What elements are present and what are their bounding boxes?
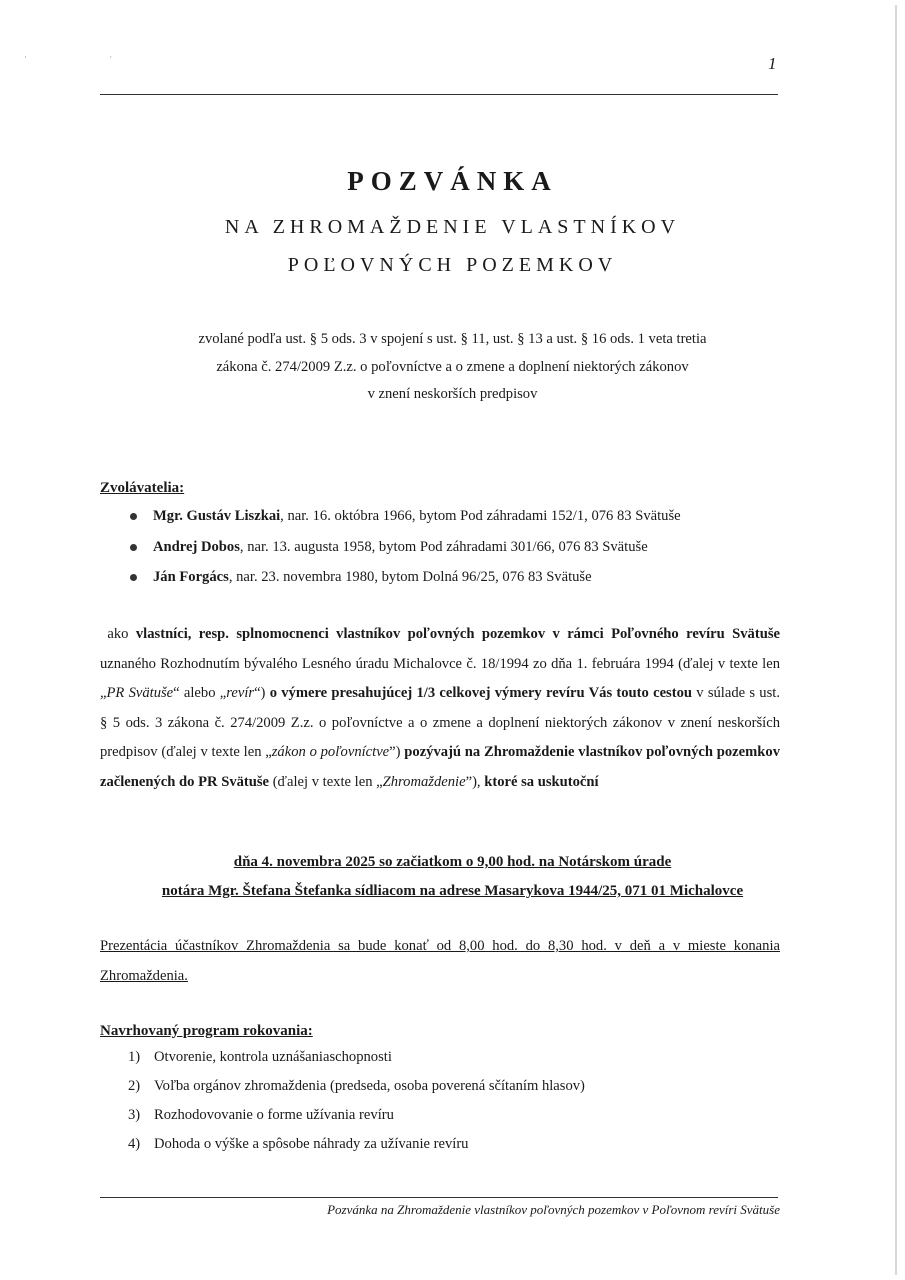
- document-title: POZVÁNKA: [347, 166, 558, 196]
- meeting-details: dňa 4. novembra 2025 so začiatkom o 9,00 hod. na Notárskom úrade notára Mgr. Štefana Štefanka sídliacom na adrese Masarykova 1944/25, 071 01 Michalovce: [161, 854, 744, 899]
- footer-rule: [100, 1197, 778, 1198]
- program-item: 2) Voľba orgánov zhromaždenia (predseda, osoba poverená sčítaním hlasov): [128, 1078, 585, 1094]
- document-title-line-2: NA ZHROMAŽDENIE VLASTNÍKOV: [224, 216, 681, 238]
- page-number: 1: [768, 54, 777, 73]
- conveners-heading: Zvolávatelia:: [100, 480, 185, 496]
- invitation-paragraph: ako vlastníci, resp. splnomocnenci vlastníkov poľovných pozemkov v rámci Poľovného revíru Svätuše uznaného Rozhodnutím bývalého Lesného úradu Michalovce č. 18/1994 zo dňa 1. februára 1994 (ďalej v texte len „PR Svätuše“ alebo „revír“) o výmere presahujúcej 1/3 celkovej výmery revíru Vás touto cestou v súlade s ust. § 5 ods. 3 zákona č. 274/2009 Z.z. o poľovníctve a o zmene a doplnení niektorých zákonov v znení neskorších predpisov (ďalej v texte len „zákon o poľovníctve”) pozývajú na Zhromaždenie vlastníkov poľovných pozemkov začlenených do PR Svätuše (ďalej v texte len „Zhromaždenie”), ktoré sa uskutoční: [100, 626, 781, 790]
- bullet-icon: [130, 574, 137, 581]
- bullet-icon: [130, 513, 137, 520]
- program-item: 4) Dohoda o výške a spôsobe náhrady za užívanie revíru: [128, 1136, 469, 1152]
- header-rule: [100, 94, 778, 95]
- convener-item: Mgr. Gustáv Liszkai, nar. 16. októbra 1966, bytom Pod záhradami 152/1, 076 83 Svätuše: [130, 508, 681, 525]
- program-heading: Navrhovaný program rokovania:: [100, 1023, 313, 1039]
- program-item: 1) Otvorenie, kontrola uznášaniaschopnosti: [128, 1049, 392, 1065]
- program-item: 3) Rozhodovovanie o forme užívania revíru: [128, 1107, 394, 1123]
- convener-item: Andrej Dobos, nar. 13. augusta 1958, bytom Pod záhradami 301/66, 076 83 Svätuše: [130, 539, 648, 556]
- legal-basis: zvolané podľa ust. § 5 ods. 3 v spojení s ust. § 11, ust. § 13 a ust. § 16 ods. 1 veta tretia zákona č. 274/2009 Z.z. o poľovníctve a o zmene a doplnení niektorých zákonov v znení neskorších predpisov: [198, 331, 707, 402]
- scan-specks: · ·: [24, 52, 153, 62]
- document-title-line-3: POĽOVNÝCH POZEMKOV: [287, 254, 618, 276]
- convener-item: Ján Forgács, nar. 23. novembra 1980, bytom Dolná 96/25, 076 83 Svätuše: [130, 569, 592, 586]
- page-footer: Pozvánka na Zhromaždenie vlastníkov poľovných pozemkov v Poľovnom revíri Svätuše: [327, 1202, 780, 1217]
- bullet-icon: [130, 544, 137, 551]
- registration-note: Prezentácia účastníkov Zhromaždenia sa bude konať od 8,00 hod. do 8,30 hod. v deň a v mieste konania Zhromaždenia.: [100, 938, 780, 984]
